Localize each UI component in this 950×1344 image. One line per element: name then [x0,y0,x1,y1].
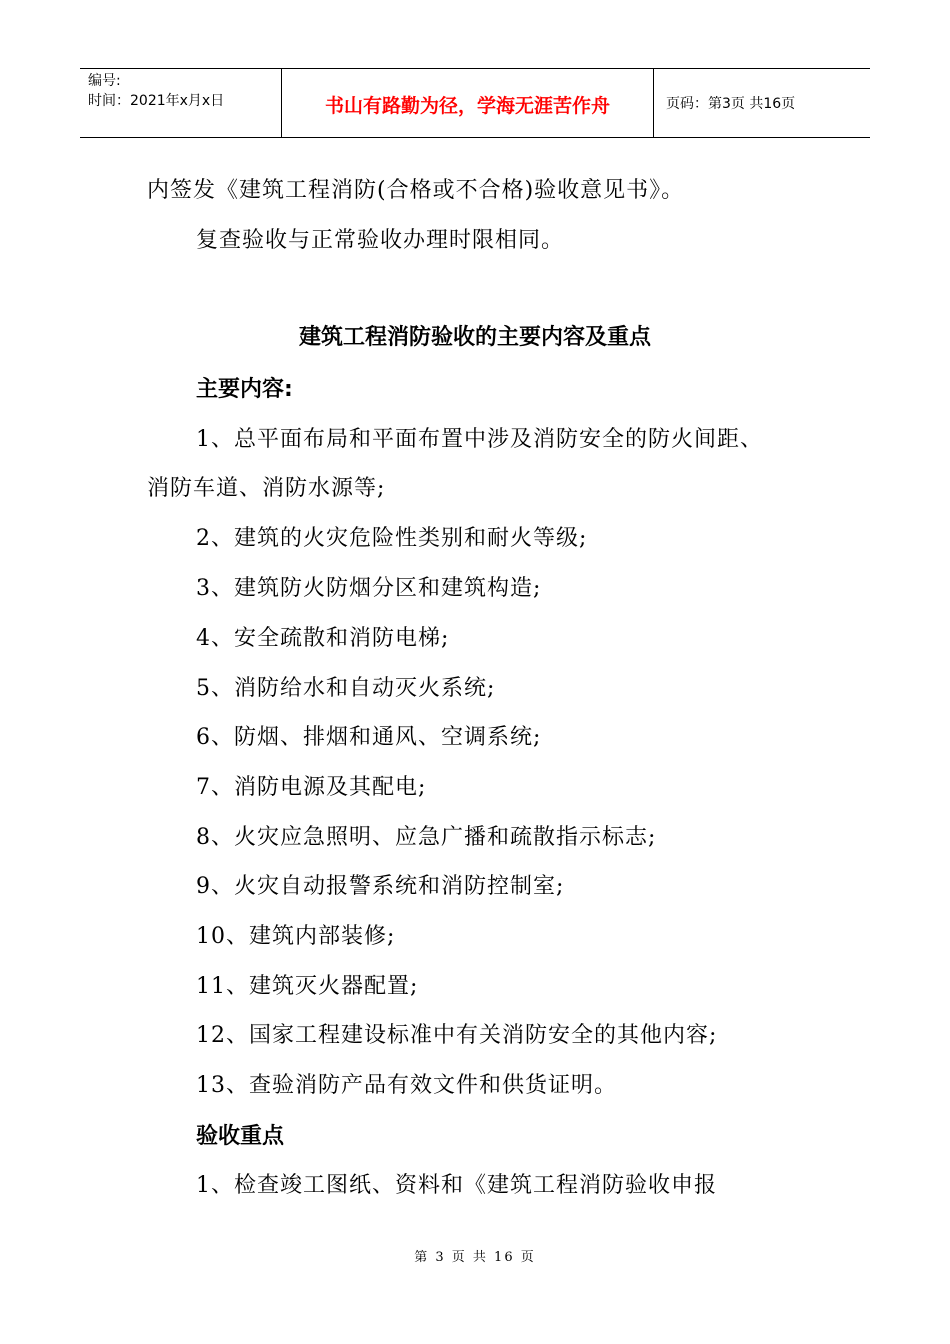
header-meta [80,69,282,137]
list-item: 8、火灾应急照明、应急广播和疏散指示标志; [196,825,657,850]
time-label: 时间：2021年x月x日 [88,93,225,109]
list-item: 1、总平面布局和平面布置中涉及消防安全的防火间距、 [196,427,763,452]
list-item: 12、国家工程建设标准中有关消防安全的其他内容; [196,1023,718,1048]
list-item: 3、建筑防火防烟分区和建筑构造; [196,576,542,601]
list-item: 5、消防给水和自动灭火系统; [196,676,496,701]
list-item: 2、建筑的火灾危险性类别和耐火等级; [196,526,588,551]
continued-line: 内签发《建筑工程消防(合格或不合格)验收意见书》。 [147,178,685,203]
header-motto: 书山有路勤为径，学海无涯苦作舟 [282,69,654,137]
key-list-item: 1、检查竣工图纸、资料和《建筑工程消防验收申报 [196,1173,717,1198]
page-header [80,68,870,138]
main-content-heading: 主要内容: [196,377,293,402]
number-label: 编号: [88,73,121,89]
page-footer: 第 3 页 共 16 页 [414,1250,536,1265]
list-item: 消防车道、消防水源等; [147,476,386,501]
list-item: 13、查验消防产品有效文件和供货证明。 [196,1073,617,1098]
list-item: 7、消防电源及其配电; [196,775,427,800]
list-item: 4、安全疏散和消防电梯; [196,626,450,651]
header-page-info: 页码：第3页 共16页 [666,96,796,112]
recheck-line: 复查验收与正常验收办理时限相同。 [196,228,565,253]
list-item: 9、火灾自动报警系统和消防控制室; [196,874,565,899]
list-item: 6、防烟、排烟和通风、空调系统; [196,725,542,750]
list-item: 11、建筑灭火器配置; [196,974,419,999]
list-item: 10、建筑内部装修; [196,924,396,949]
section-title: 建筑工程消防验收的主要内容及重点 [298,325,651,350]
key-points-heading: 验收重点 [196,1124,285,1149]
